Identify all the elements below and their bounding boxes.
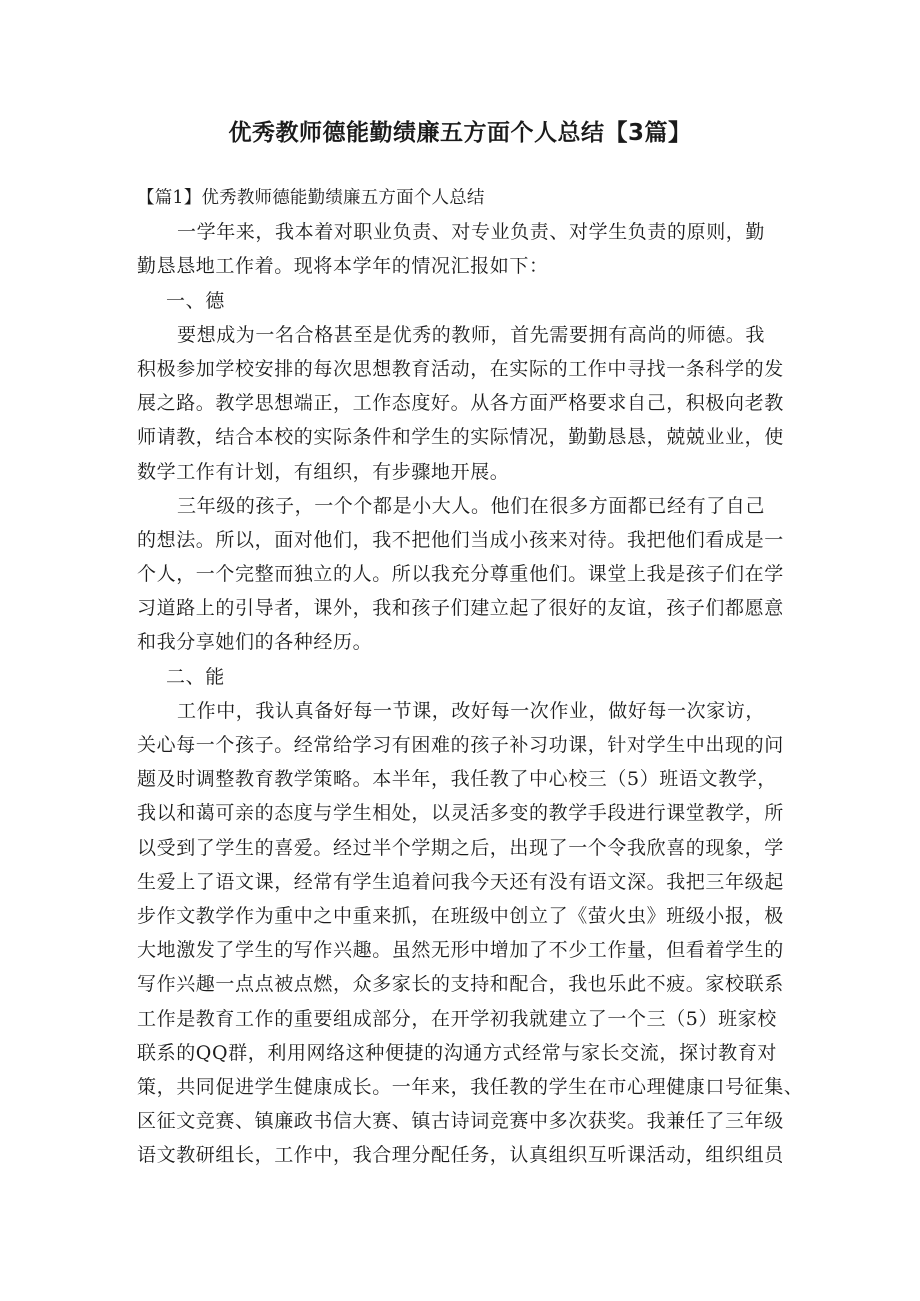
paragraph-line: 勤恳恳地工作着。现将本学年的情况汇报如下： [137, 255, 549, 278]
paragraph-line: 三年级的孩子，一个个都是小大人。他们在很多方面都已经有了自己 [177, 494, 766, 517]
paragraph-line: 要想成为一名合格甚至是优秀的教师，首先需要拥有高尚的师德。我 [177, 323, 766, 346]
subsection-heading: 二、能 [166, 665, 225, 688]
paragraph-line: 习道路上的引导者，课外，我和孩子们建立起了很好的友谊，孩子们都愿意 [137, 597, 784, 620]
paragraph-line: 以受到了学生的喜爱。经过半个学期之后，出现了一个令我欣喜的现象，学 [137, 836, 784, 859]
paragraph-line: 个人，一个完整而独立的人。所以我充分尊重他们。课堂上我是孩子们在学 [137, 563, 784, 586]
paragraph-line: 策，共同促进学生健康成长。一年来，我任教的学生在市心理健康口号征集、 [137, 1075, 804, 1098]
paragraph-line: 写作兴趣一点点被点燃，众多家长的支持和配合，我也乐此不疲。家校联系 [137, 973, 784, 996]
paragraph-line: 工作中，我认真备好每一节课，改好每一次作业，做好每一次家访， [177, 699, 766, 722]
paragraph-line: 和我分享她们的各种经历。 [137, 631, 373, 654]
paragraph-line: 步作文教学作为重中之中重来抓，在班级中创立了《萤火虫》班级小报，极 [137, 904, 784, 927]
paragraph-line: 师请教，结合本校的实际条件和学生的实际情况，勤勤恳恳，兢兢业业，使 [137, 426, 784, 449]
document-title: 优秀教师德能勤绩廉五方面个人总结【3篇】 [228, 120, 692, 146]
paragraph-line: 关心每一个孩子。经常给学习有困难的孩子补习功课，针对学生中出现的问 [137, 734, 784, 756]
paragraph-line: 我以和蔼可亲的态度与学生相处，以灵活多变的教学手段进行课堂教学，所 [137, 802, 784, 825]
paragraph-line: 数学工作有计划，有组织，有步骤地开展。 [137, 460, 510, 483]
paragraph-line: 联系的QQ群，利用网络这种便捷的沟通方式经常与家长交流，探讨教育对 [137, 1041, 777, 1064]
paragraph-line: 题及时调整教育教学策略。本半年，我任教了中心校三（5）班语文教学， [137, 768, 777, 791]
paragraph-line: 大地激发了学生的写作兴趣。虽然无形中增加了不少工作量，但看着学生的 [137, 939, 784, 962]
document-body [137, 181, 804, 1172]
paragraph-line: 展之路。教学思想端正，工作态度好。从各方面严格要求自己，积极向老教 [137, 392, 784, 415]
paragraph-line: 语文教研组长，工作中，我合理分配任务，认真组织互听课活动，组织组员 [137, 1144, 784, 1167]
paragraph-line: 的想法。所以，面对他们，我不把他们当成小孩来对待。我把他们看成是一 [137, 528, 784, 551]
paragraph-line: 工作是教育工作的重要组成部分，在开学初我就建立了一个三（5）班家校 [137, 1007, 777, 1030]
section-heading: 【篇1】优秀教师德能勤绩廉五方面个人总结 [137, 188, 485, 208]
paragraph-line: 积极参加学校安排的每次思想教育活动，在实际的工作中寻找一条科学的发 [137, 357, 784, 380]
paragraph-line: 一学年来，我本着对职业负责、对专业负责、对学生负责的原则，勤 [177, 221, 766, 244]
paragraph-line: 生爱上了语文课，经常有学生追着问我今天还有没有语文深。我把三年级起 [137, 870, 784, 893]
subsection-heading: 一、德 [166, 289, 225, 312]
paragraph-line: 区征文竞赛、镇廉政书信大赛、镇古诗词竞赛中多次获奖。我兼任了三年级 [137, 1110, 784, 1133]
